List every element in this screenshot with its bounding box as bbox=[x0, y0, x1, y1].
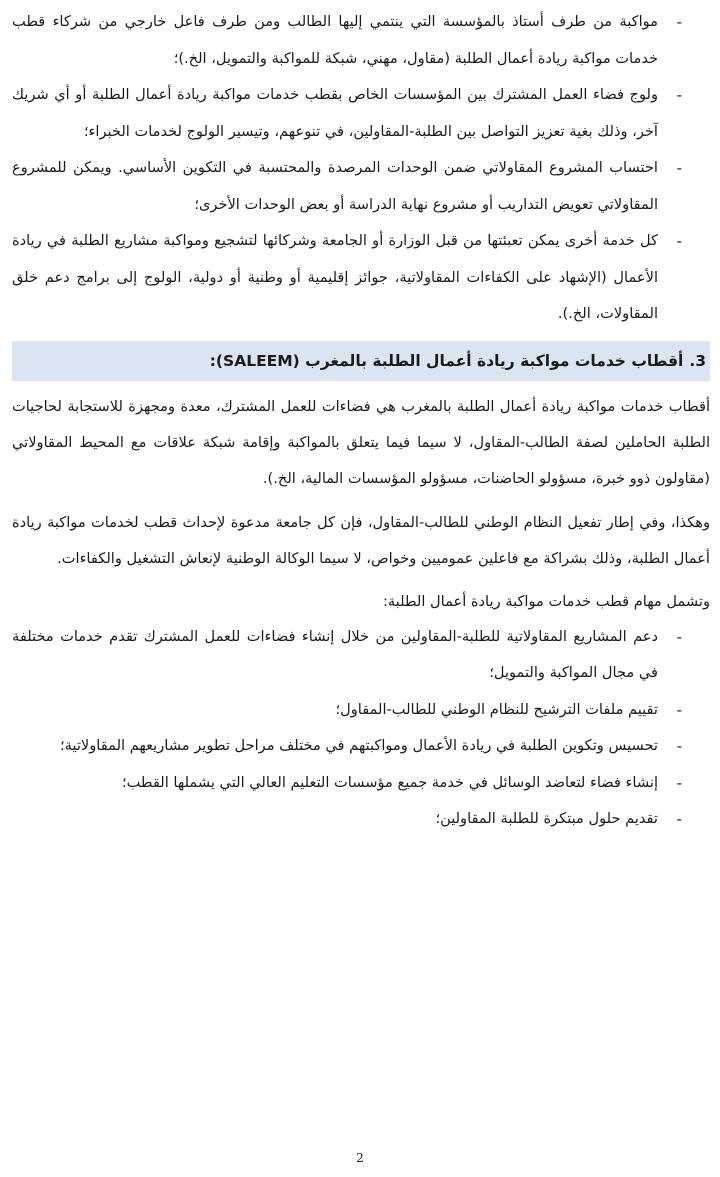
list-item bbox=[12, 223, 710, 333]
list-item-text: تقييم ملفات الترشيح للنظام الوطني للطالب-المقاول؛ bbox=[335, 700, 658, 718]
bullet-dash: - bbox=[676, 159, 682, 177]
list-item-text: احتساب المشروع المقاولاتي ضمن الوحدات المرصدة والمحتسبة في التكوين الأساسي. ويمكن للمشروع المقاولاتي تعويض التداريب أو مشروع نهاية الدراسة أو بعض الوحدات الأخرى؛ bbox=[12, 159, 658, 213]
bullet-dash: - bbox=[676, 773, 682, 792]
bullet-dash: - bbox=[676, 810, 682, 828]
list-item-text: مواكبة من طرف أستاذ بالمؤسسة التي ينتمي إليها الطالب ومن طرف فاعل خارجي من شركاء قطب خدمات مواكبة ريادة أعمال الطلبة (مقاول، مهني، شبكة للمواكبة والتمويل، الخ.)؛ bbox=[12, 13, 658, 67]
list-item bbox=[12, 801, 710, 838]
student-services-list bbox=[12, 4, 710, 333]
bullet-dash: - bbox=[676, 13, 682, 31]
bullet-dash: - bbox=[676, 627, 682, 646]
list-item bbox=[12, 728, 710, 765]
list-item-text: دعم المشاريع المقاولاتية للطلبة-المقاولين من خلال إنشاء فضاءات للعمل المشترك تقدم خدمات مختلفة في مجال المواكبة والتمويل؛ bbox=[12, 627, 658, 681]
list-item-text: كل خدمة أخرى يمكن تعبئتها من قبل الوزارة أو الجامعة وشركائها لتشجيع ومواكبة مشاريع الطلبة في ريادة الأعمال (الإشهاد على الكفاءات المقاولاتية، جوائز إقليمية أو وطنية أو دولية، الولوج إلى برامج دعم خلق المقاولات، الخ.). bbox=[12, 232, 658, 322]
list-item bbox=[12, 77, 710, 150]
list-item bbox=[12, 4, 710, 77]
paragraph: أقطاب خدمات مواكبة ريادة أعمال الطلبة بالمغرب هي فضاءات للعمل المشترك، معدة ومجهزة للاستجابة لحاجيات الطلبة الحاملين لصفة الطالب-المقاول، لا سيما فيما يتعلق بالمواكبة وإقامة شبكة علاقات مع المحيط المقاولاتي (مقاولون ذوو خبرة، مسؤولو الحاضنات، مسؤولو المؤسسات المالية، الخ.). bbox=[12, 397, 710, 487]
list-item-text: ولوج فضاء العمل المشترك بين المؤسسات الخاص بقطب خدمات مواكبة ريادة أعمال الطلبة أو أي شريك آخر، وذلك بغية تعزيز التواصل بين الطلبة-المقاولين، في تنوعهم، وتيسير الولوج لخدمات الخبراء؛ bbox=[12, 86, 658, 140]
list-item-text: تقديم حلول مبتكرة للطلبة المقاولين؛ bbox=[435, 810, 658, 827]
bullet-dash: - bbox=[676, 86, 682, 104]
list-item bbox=[12, 692, 710, 729]
list-item bbox=[12, 765, 710, 802]
bullet-dash: - bbox=[676, 737, 682, 755]
tasks-intro: وتشمل مهام قطب خدمات مواكبة ريادة أعمال الطلبة: bbox=[382, 592, 710, 610]
list-item bbox=[12, 619, 710, 692]
page-number: 2 bbox=[356, 1151, 364, 1165]
list-item-text: إنشاء فضاء لتعاضد الوسائل في خدمة جميع مؤسسات التعليم العالي التي يشملها القطب؛ bbox=[121, 773, 658, 791]
bullet-dash: - bbox=[676, 700, 682, 719]
bullet-dash: - bbox=[676, 232, 682, 250]
section-title: أقطاب خدمات مواكبة ريادة أعمال الطلبة بالمغرب (SALEEM): bbox=[209, 351, 684, 370]
paragraph: وهكذا، وفي إطار تفعيل النظام الوطني للطالب-المقاول، فإن كل جامعة مدعوة لإحداث قطب لخدمات مواكبة ريادة أعمال الطلبة، وذلك بشراكة مع فاعلين عموميين وخواص، لا سيما الوكالة الوطنية لإنعاش التشغيل والكفاءات. bbox=[12, 513, 710, 567]
section-heading bbox=[12, 341, 710, 381]
list-item bbox=[12, 150, 710, 223]
hub-tasks-list bbox=[12, 619, 710, 838]
list-item-text: تحسيس وتكوين الطلبة في ريادة الأعمال ومواكبتهم في مختلف مراحل تطوير مشاريعهم المقاولاتية؛ bbox=[60, 737, 658, 754]
section-number: 3. bbox=[689, 351, 706, 370]
